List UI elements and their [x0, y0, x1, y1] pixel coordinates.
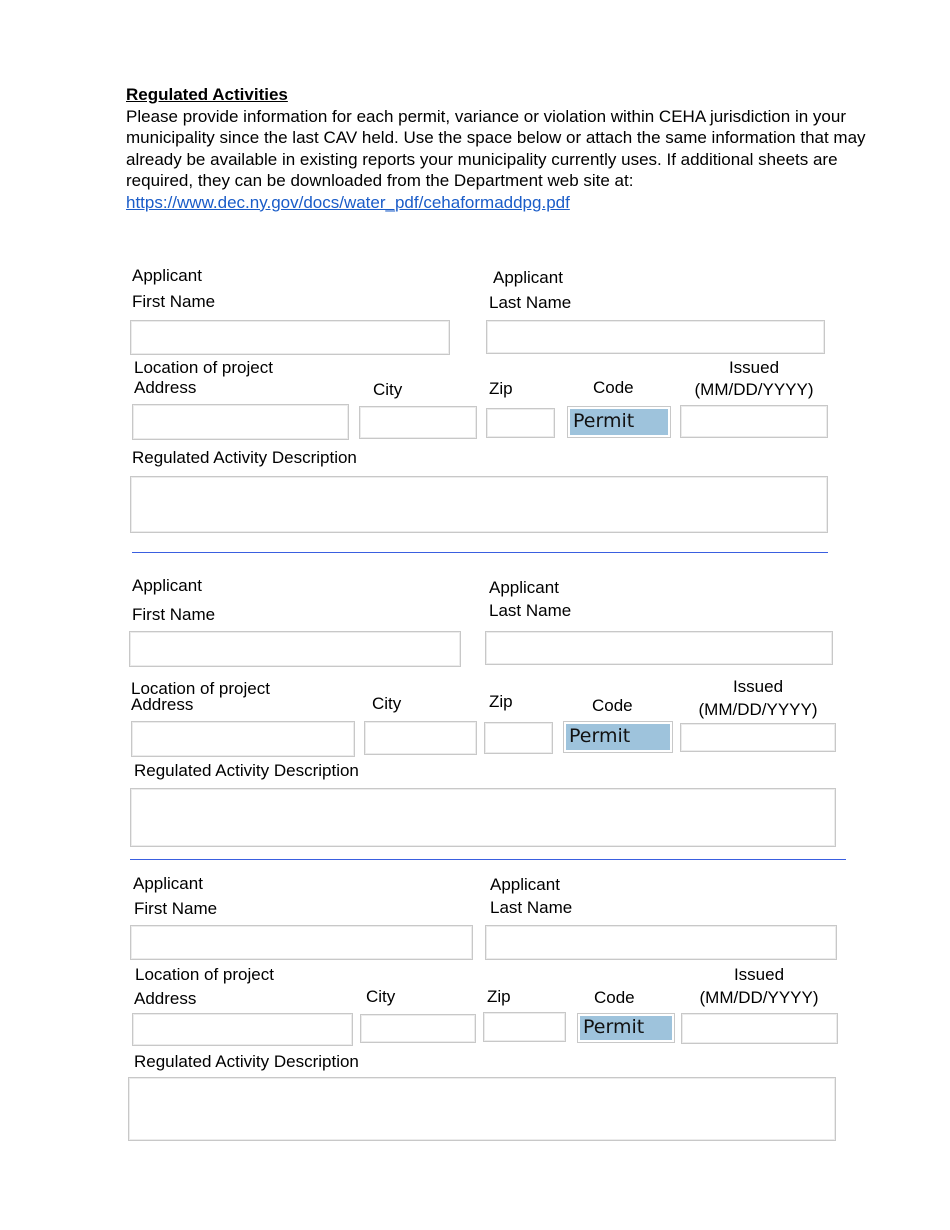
applicant-label: Applicant: [490, 875, 560, 894]
address-input[interactable]: [132, 1013, 353, 1046]
issued-date-input[interactable]: [681, 1013, 838, 1044]
zip-label: Zip: [489, 692, 513, 711]
applicant-label: Applicant: [132, 266, 202, 285]
zip-input[interactable]: [486, 408, 555, 438]
applicant-label: Applicant: [493, 268, 563, 287]
first-name-label: First Name: [132, 292, 216, 311]
code-select[interactable]: [577, 1013, 675, 1043]
last-name-input[interactable]: [486, 320, 825, 354]
issued-label: Issued: [732, 677, 784, 696]
city-label: City: [366, 987, 396, 1006]
first-name-input[interactable]: [130, 925, 473, 960]
zip-label: Zip: [489, 379, 513, 398]
date-format-label: (MM/DD/YYYY): [698, 700, 818, 719]
description-input[interactable]: [130, 476, 828, 533]
location-label: Location of project: [131, 679, 270, 698]
zip-input[interactable]: [483, 1012, 566, 1042]
code-select[interactable]: [567, 406, 671, 438]
location-label: Location of project: [134, 358, 273, 377]
city-label: City: [373, 380, 403, 399]
description-label: Regulated Activity Description: [132, 448, 357, 467]
applicant-label: Applicant: [133, 874, 203, 893]
code-label: Code: [592, 696, 633, 715]
address-label: Address: [134, 378, 197, 397]
zip-input[interactable]: [484, 722, 553, 754]
address-input[interactable]: [132, 404, 349, 440]
code-value: Permit: [566, 724, 670, 750]
code-label: Code: [594, 988, 635, 1007]
city-input[interactable]: [364, 721, 477, 755]
activity-entry-1: [0, 0, 950, 560]
city-label: City: [372, 694, 402, 713]
last-name-input[interactable]: [485, 631, 833, 665]
code-select[interactable]: [563, 721, 673, 753]
city-input[interactable]: [359, 406, 477, 439]
city-input[interactable]: [360, 1014, 476, 1043]
address-label: Address: [134, 989, 197, 1008]
last-name-label: Last Name: [489, 293, 572, 312]
section-title: Regulated Activities: [126, 85, 288, 104]
issued-label: Issued: [733, 965, 785, 984]
address-input[interactable]: [131, 721, 355, 757]
issued-label: Issued: [728, 358, 780, 377]
location-label: Location of project: [135, 965, 274, 984]
first-name-label: First Name: [134, 899, 218, 918]
entry-divider: [130, 859, 846, 860]
last-name-label: Last Name: [490, 898, 573, 917]
date-format-label: (MM/DD/YYYY): [699, 988, 819, 1007]
address-label: Address: [131, 695, 194, 714]
issued-date-input[interactable]: [680, 723, 836, 752]
description-label: Regulated Activity Description: [134, 1052, 359, 1071]
zip-label: Zip: [487, 987, 511, 1006]
applicant-label: Applicant: [132, 576, 202, 595]
first-name-input[interactable]: [129, 631, 461, 667]
description-input[interactable]: [130, 788, 836, 847]
description-label: Regulated Activity Description: [134, 761, 359, 780]
first-name-label: First Name: [132, 605, 216, 624]
entry-divider: [132, 552, 828, 553]
code-value: Permit: [570, 409, 668, 435]
date-format-label: (MM/DD/YYYY): [694, 380, 814, 399]
applicant-label: Applicant: [489, 578, 559, 597]
code-value: Permit: [580, 1016, 672, 1040]
download-link[interactable]: https://www.dec.ny.gov/docs/water_pdf/cehaformaddpg.pdf: [126, 192, 570, 212]
last-name-label: Last Name: [489, 601, 572, 620]
last-name-input[interactable]: [485, 925, 837, 960]
first-name-input[interactable]: [130, 320, 450, 355]
issued-date-input[interactable]: [680, 405, 828, 438]
intro-text: Please provide information for each permit, variance or violation within CEHA jurisdiction in your municipality since the last CAV held. Use the space below or attach the same information that may already be available in existing reports your municipality currently uses. If additional sheets are required, they can be downloaded from the Department web site at:: [126, 106, 866, 190]
code-label: Code: [593, 378, 634, 397]
description-input[interactable]: [128, 1077, 836, 1141]
